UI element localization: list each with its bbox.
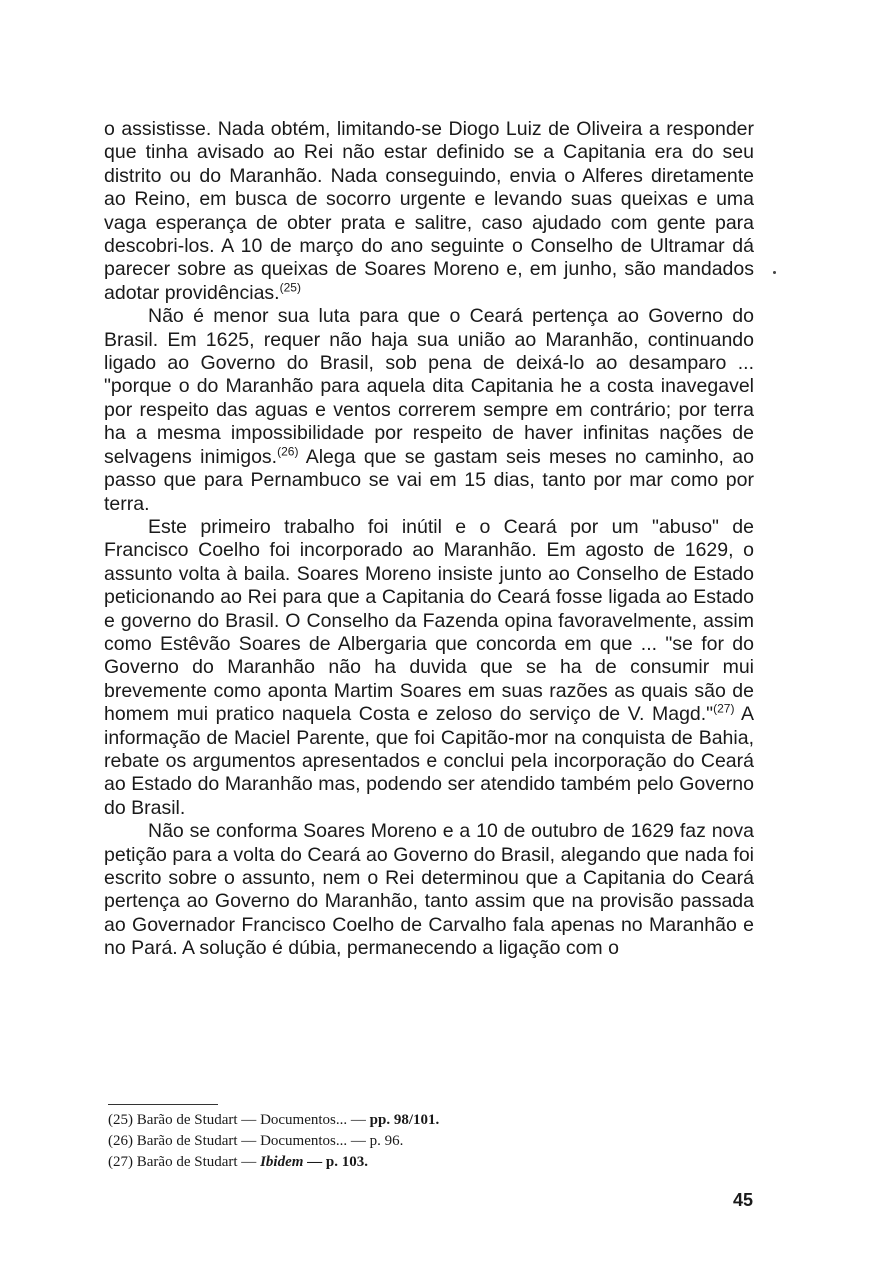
paragraph-text-cont: Alega que se gastam seis meses no caminho, ao passo que para Pernambuco se vai em 15 dias, tanto por mar como por terra. bbox=[104, 445, 754, 515]
footnote-number: (26) bbox=[108, 1133, 133, 1149]
paragraph-text-cont: A informação de Maciel Parente, que foi Capitão-mor na conquista de Bahia, rebate os argumentos apresentados e conclui pela incorporação do Ceará ao Estado do Maranhão mas, podendo ser atendido também pelo Governo do Brasil. bbox=[104, 703, 754, 819]
footnote-author: Barão de Studart — bbox=[136, 1154, 257, 1170]
page-number: 45 bbox=[733, 1190, 754, 1210]
footnote-divider bbox=[108, 1104, 218, 1105]
body-text bbox=[104, 118, 754, 961]
footnote-number: (25) bbox=[108, 1112, 133, 1128]
footnote-pages: — p. 103. bbox=[307, 1154, 368, 1170]
paragraph-1 bbox=[104, 118, 754, 305]
paragraph-text: o assistisse. Nada obtém, limitando-se Diogo Luiz de Oliveira a responder que tinha avisado ao Rei não estar definido se a Capitania era do seu distrito ou do Maranhão. Nada conseguindo, envia o Alferes diretamente ao Reino, em busca de socorro urgente e levando suas queixas e uma vaga esperança de obter prata e salitre, caso ajudado com gente para descobri-los. A 10 de março do ano seguinte o Conselho de Ultramar dá parecer sobre as queixas de Soares Moreno e, em junho, são mandados adotar providências. bbox=[104, 118, 754, 304]
paragraph-text: Este primeiro trabalho foi inútil e o Ceará por um "abuso" de Francisco Coelho foi incorporado ao Maranhão. Em agosto de 1629, o assunto volta à baila. Soares Moreno insiste junto ao Conselho de Estado peticionando ao Rei para que a Capitania do Ceará fosse ligada ao Estado e governo do Brasil. O Conselho da Fazenda opina favoravelmente, assim como Estêvão Soares de Albergaria que concorda em que ... "se for do Governo do Maranhão não ha duvida que se ha de consumir mui brevemente como aponta Martim Soares em suas razões as quais são de homem mui pratico naquela Costa e zeloso do serviço de V. Magd." bbox=[104, 515, 754, 726]
footnote-number: (27) bbox=[108, 1154, 133, 1170]
paragraph-4 bbox=[104, 820, 754, 960]
paragraph-2 bbox=[104, 305, 754, 516]
print-speck bbox=[773, 271, 776, 274]
footnote-26 bbox=[108, 1131, 708, 1152]
footnote-pages: p. 96. bbox=[369, 1133, 404, 1149]
paragraph-text: Não se conforma Soares Moreno e a 10 de outubro de 1629 faz nova petição para a volta do Ceará ao Governo do Brasil, alegando que nada foi escrito sobre o assunto, nem o Rei determinou que a Capitania do Ceará pertença ao Governo do Maranhão, tanto assim que na provisão passada ao Governador Francisco Coelho de Carvalho fala apenas no Maranhão e no Pará. A solução é dúbia, permanecendo a ligação com o bbox=[104, 820, 754, 960]
footnote-ref-27: (27) bbox=[713, 701, 735, 716]
footnote-author: Barão de Studart — bbox=[136, 1112, 257, 1128]
footnotes bbox=[108, 1110, 708, 1173]
paragraph-text: Não é menor sua luta para que o Ceará pertença ao Governo do Brasil. Em 1625, requer não haja sua união ao Maranhão, continuando ligado ao Governo do Brasil, sob pena de deixá-lo ao desamparo ... "porque o do Maranhão para aquela dita Capitania he a costa inavegavel por respeito das aguas e ventos correrem sempre em contrário; por terra ha a mesma impossibilidade por respeito de haver infinitas nações de selvagens inimigos. bbox=[104, 305, 754, 468]
footnote-work: Documentos... — bbox=[260, 1133, 366, 1149]
footnote-25 bbox=[108, 1110, 708, 1131]
footnote-author: Barão de Studart — bbox=[136, 1133, 257, 1149]
footnote-pages: pp. 98/101. bbox=[369, 1112, 440, 1128]
paragraph-3 bbox=[104, 516, 754, 820]
footnote-27 bbox=[108, 1152, 708, 1173]
footnote-ref-25: (25) bbox=[279, 280, 301, 295]
footnote-work: Documentos... — bbox=[260, 1112, 366, 1128]
footnote-work: Ibidem bbox=[260, 1154, 304, 1170]
footnote-ref-26: (26) bbox=[277, 444, 299, 459]
